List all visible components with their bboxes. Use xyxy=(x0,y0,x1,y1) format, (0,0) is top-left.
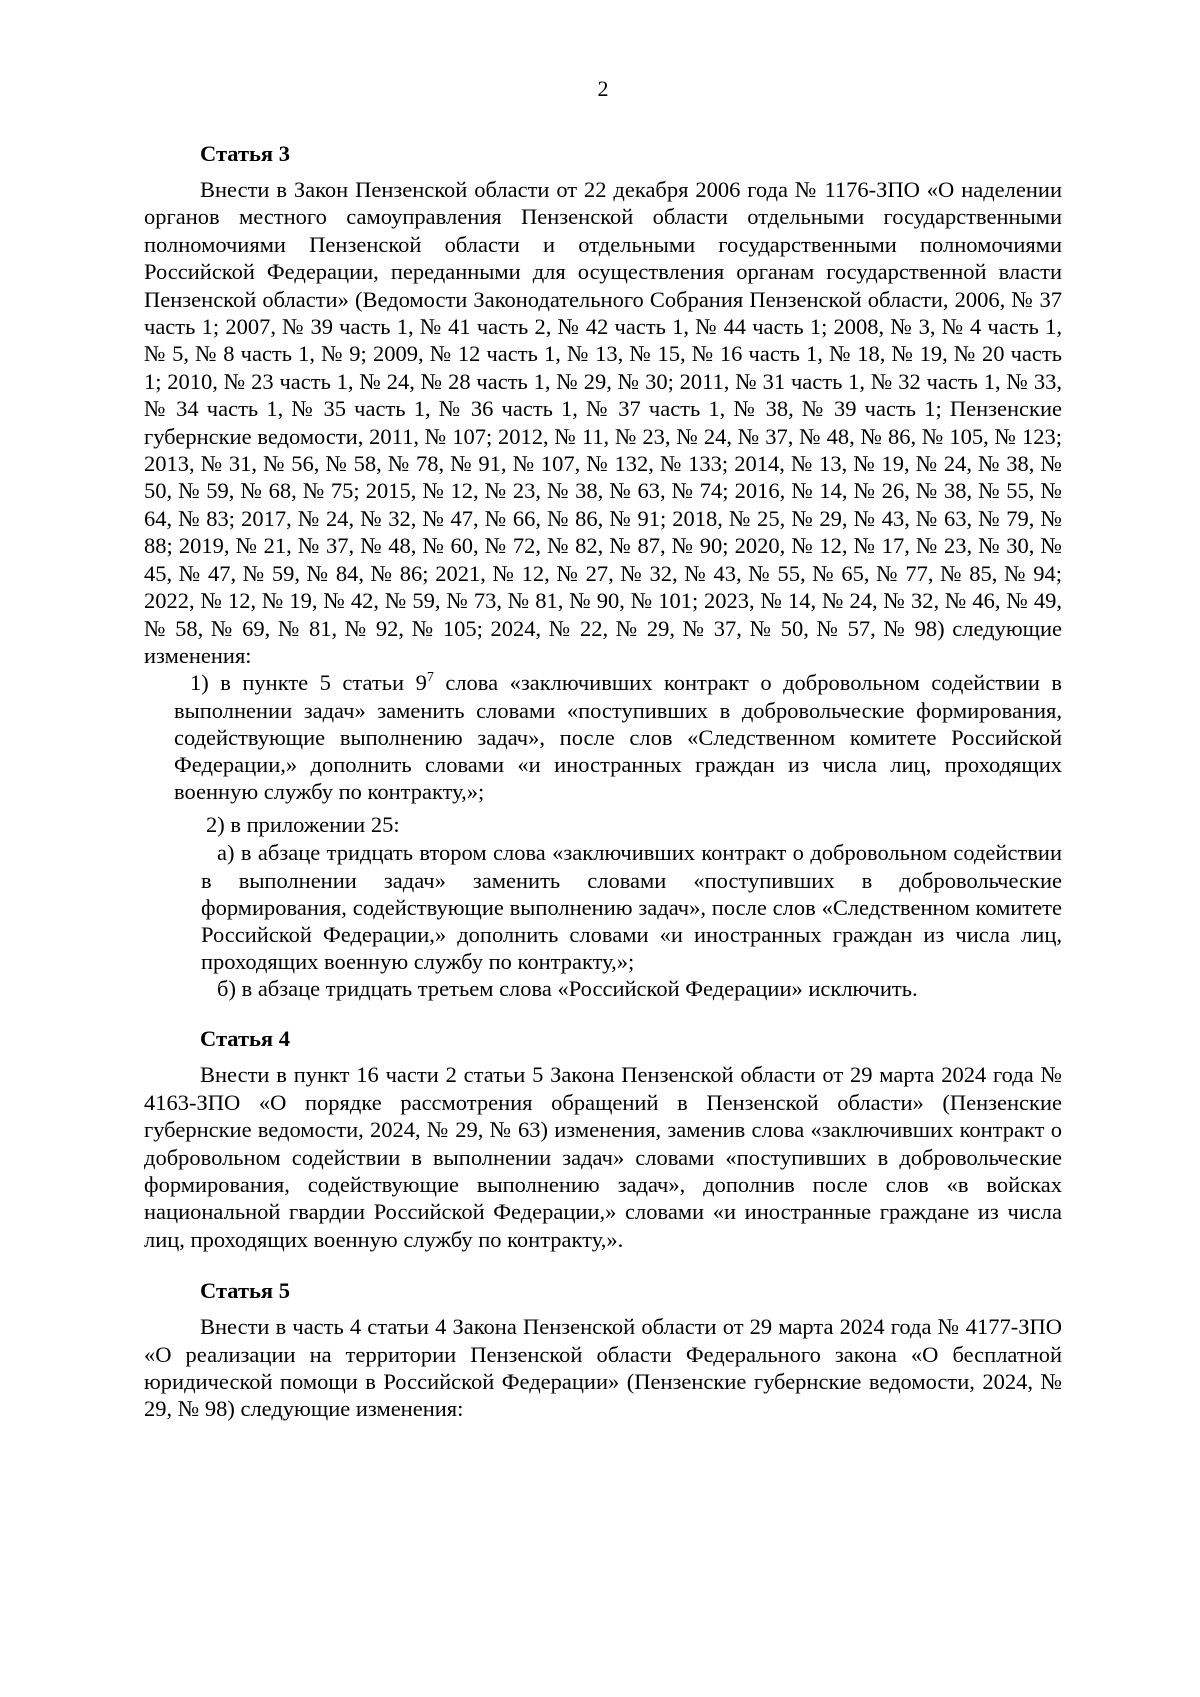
article-4-heading: Статья 4 xyxy=(200,1026,290,1052)
item-1-prefix: 1) в пункте 5 статьи 9 xyxy=(190,670,427,696)
item-1-superscript: 7 xyxy=(426,670,434,686)
article-5-paragraph: Внести в часть 4 статьи 4 Закона Пензенской области от 29 марта 2024 года № 4177-ЗПО «О реализации на территории Пензенской области Федерального закона «О бесплатной юридической помощи в Российской Федерации» (Пензенские губернские ведомости, 2024, № 29, № 98) следующие изменения: xyxy=(144,1314,1062,1422)
article-3-intro-paragraph: Внести в Закон Пензенской области от 22 декабря 2006 года № 1176-ЗПО «О наделении органов местного самоуправления Пензенской области отдельными государственными полномочиями Пензенской области и отдельными государственными полномочиями Российской Федерации, переданными для осуществления органам государственной власти Пензенской области» (Ведомости Законодательного Собрания Пензенской области, 2006, № 37 часть 1; 2007, № 39 часть 1, № 41 часть 2, № 42 часть 1, № 44 часть 1; 2008, № 3, № 4 часть 1, № 5, № 8 часть 1, № 9; 2009, № 12 часть 1, № 13, № 15, № 16 часть 1, № 18, № 19, № 20 часть 1; 2010, № 23 часть 1, № 24, № 28 часть 1, № 29, № 30; 2011, № 31 часть 1, № 32 часть 1, № 33, № 34 часть 1, № 35 часть 1, № 36 часть 1, № 37 часть 1, № 38, № 39 часть 1; Пензенские губернские ведомости, 2011, № 107; 2012, № 11, № 23, № 24, № 37, № 48, № 86, № 105, № 123; 2013, № 31, № 56, № 58, № 78, № 91, № 107, № 132, № 133; 2014, № 13, № 19, № 24, № 38, № 50, № 59, № 68, № 75; 2015, № 12, № 23, № 38, № 63, № 74; 2016, № 14, № 26, № 38, № 55, № 64, № 83; 2017, № 24, № 32, № 47, № 66, № 86, № 91; 2018, № 25, № 29, № 43, № 63, № 79, № 88; 2019, № 21, № 37, № 48, № 60, № 72, № 82, № 87, № 90; 2020, № 12, № 17, № 23, № 30, № 45, № 47, № 59, № 84, № 86; 2021, № 12, № 27, № 32, № 43, № 55, № 65, № 77, № 85, № 94; 2022, № 12, № 19, № 42, № 59, № 73, № 81, № 90, № 101; 2023, № 14, № 24, № 32, № 46, № 49, № 58, № 69, № 81, № 92, № 105; 2024, № 22, № 29, № 37, № 50, № 57, № 98) следующие изменения: xyxy=(144,177,1062,668)
article-4 xyxy=(144,1025,1062,1253)
item-1-text: слова «заключивших контракт о добровольном содействии в выполнении задач» заменить словами «поступивших в добровольческие формирования, содействующие выполнению задач», после слов «Следственном комитете Российской Федерации,» дополнить словами «и иностранных граждан из числа лиц, проходящих военную службу по контракту,»; xyxy=(174,670,1062,805)
article-5-heading: Статья 5 xyxy=(200,1278,290,1304)
article-5 xyxy=(144,1277,1062,1423)
document-body xyxy=(144,140,1062,1423)
article-4-paragraph: Внести в пункт 16 части 2 статьи 5 Закона Пензенской области от 29 марта 2024 года № 4163-ЗПО «О порядке рассмотрения обращений в Пензенской области» (Пензенские губернские ведомости, 2024, № 29, № 63) изменения, заменив слова «заключивших контракт о добровольном содействии в выполнении задач» словами «поступивших в добровольческие формирования, содействующие выполнению задач», дополнив после слов «в войсках национальной гвардии Российской Федерации,» словами «и иностранные граждане из числа лиц, проходящих военную службу по контракту,». xyxy=(144,1062,1062,1252)
article-3-item-2-a: а) в абзаце тридцать втором слова «заключивших контракт о добровольном содействии в выполнении задач» заменить словами «поступивших в добровольческие формирования, содействующие выполнению задач», после слов «Следственном комитете Российской Федерации,» дополнить словами «и иностранных граждан из числа лиц, проходящих военную службу по контракту,»; xyxy=(201,840,1062,975)
article-3-item-2-b: б) в абзаце тридцать третьем слова «Российской Федерации» исключить. xyxy=(217,976,918,1002)
article-3-heading: Статья 3 xyxy=(200,141,290,166)
article-3-item-2: 2) в приложении 25: xyxy=(206,812,400,838)
article-3 xyxy=(144,140,1062,1003)
page-number: 2 xyxy=(597,76,609,101)
document-page xyxy=(144,0,1062,1697)
article-3-item-1 xyxy=(174,669,1062,805)
